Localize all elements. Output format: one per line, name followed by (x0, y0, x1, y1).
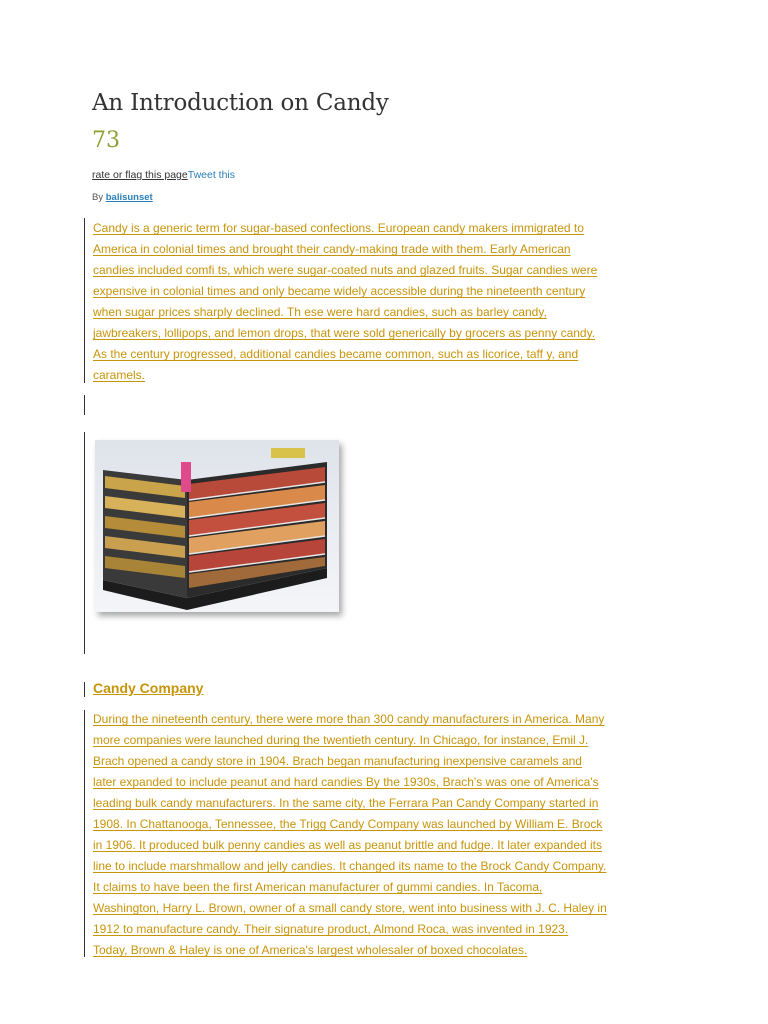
text-line: During the nineteenth century, there were more than 300 candy manufacturers in America. Many (93, 712, 605, 726)
text-line: when sugar prices sharply declined. Th ese were hard candies, such as barley candy, (93, 305, 547, 319)
text-line: Washington, Harry L. Brown, owner of a small candy store, went into business with J. C. Haley in (93, 901, 607, 915)
text-line: more companies were launched during the twentieth century. In Chicago, for instance, Emil J. (93, 733, 589, 747)
candy-shelf-image (95, 440, 339, 612)
author-link[interactable]: balisunset (105, 192, 153, 203)
text-line: It claims to have been the first American manufacturer of gummi candies. In Tacoma, (93, 880, 543, 894)
page-title: An Introduction on Candy (92, 90, 389, 116)
margin-bar-heading (84, 682, 85, 697)
text-line: Candy is a generic term for sugar-based confections. European candy makers immigrated to (93, 221, 584, 235)
rating-score: 73 (92, 128, 120, 153)
text-line: in 1906. It produced bulk penny candies as well as peanut brittle and fudge. It later expanded its (93, 838, 603, 852)
candy-shelf-illustration (95, 440, 339, 612)
text-line: America in colonial times and brought their candy-making trade with them. Early American (93, 242, 571, 256)
text-line: 1908. In Chattanooga, Tennessee, the Trigg Candy Company was launched by William E. Brock (93, 817, 603, 831)
text-line: caramels. (93, 368, 146, 382)
text-line: candies included comfi ts, which were sugar-coated nuts and glazed fruits. Sugar candies were (93, 263, 598, 277)
byline (92, 192, 153, 203)
margin-bar-cursor (84, 395, 85, 415)
rate-tweet-bar (92, 169, 235, 181)
margin-bar-intro (84, 218, 85, 383)
rate-or-flag-link[interactable]: rate or flag this page (92, 169, 188, 181)
by-label: By (92, 192, 106, 203)
text-line: expensive in colonial times and only became widely accessible during the nineteenth century (93, 284, 586, 298)
intro-paragraph[interactable] (93, 218, 693, 386)
text-line: Brach opened a candy store in 1904. Brach began manufacturing inexpensive caramels and (93, 754, 582, 768)
text-line: leading bulk candy manufacturers. In the same city, the Ferrara Pan Candy Company started in (93, 796, 599, 810)
margin-bar-section (84, 710, 85, 957)
text-line: As the century progressed, additional candies became common, such as licorice, taff y, and (93, 347, 579, 361)
section-heading-candy-company[interactable]: Candy Company (93, 680, 204, 696)
candy-company-paragraph[interactable] (93, 709, 693, 961)
text-line: line to include marshmallow and jelly candies. It changed its name to the Brock Candy Company. (93, 859, 607, 873)
text-line: later expanded to include peanut and hard candies By the 1930s, Brach's was one of America's (93, 775, 599, 789)
text-line: jawbreakers, lollipops, and lemon drops, that were sold generically by grocers as penny candy. (93, 326, 596, 340)
text-line: Today, Brown & Haley is one of America's largest wholesaler of boxed chocolates. (93, 943, 528, 957)
text-line: 1912 to manufacture candy. Their signature product, Almond Roca, was invented in 1923. (93, 922, 569, 936)
margin-bar-image (84, 432, 85, 654)
tweet-this-link[interactable]: Tweet this (187, 169, 236, 181)
